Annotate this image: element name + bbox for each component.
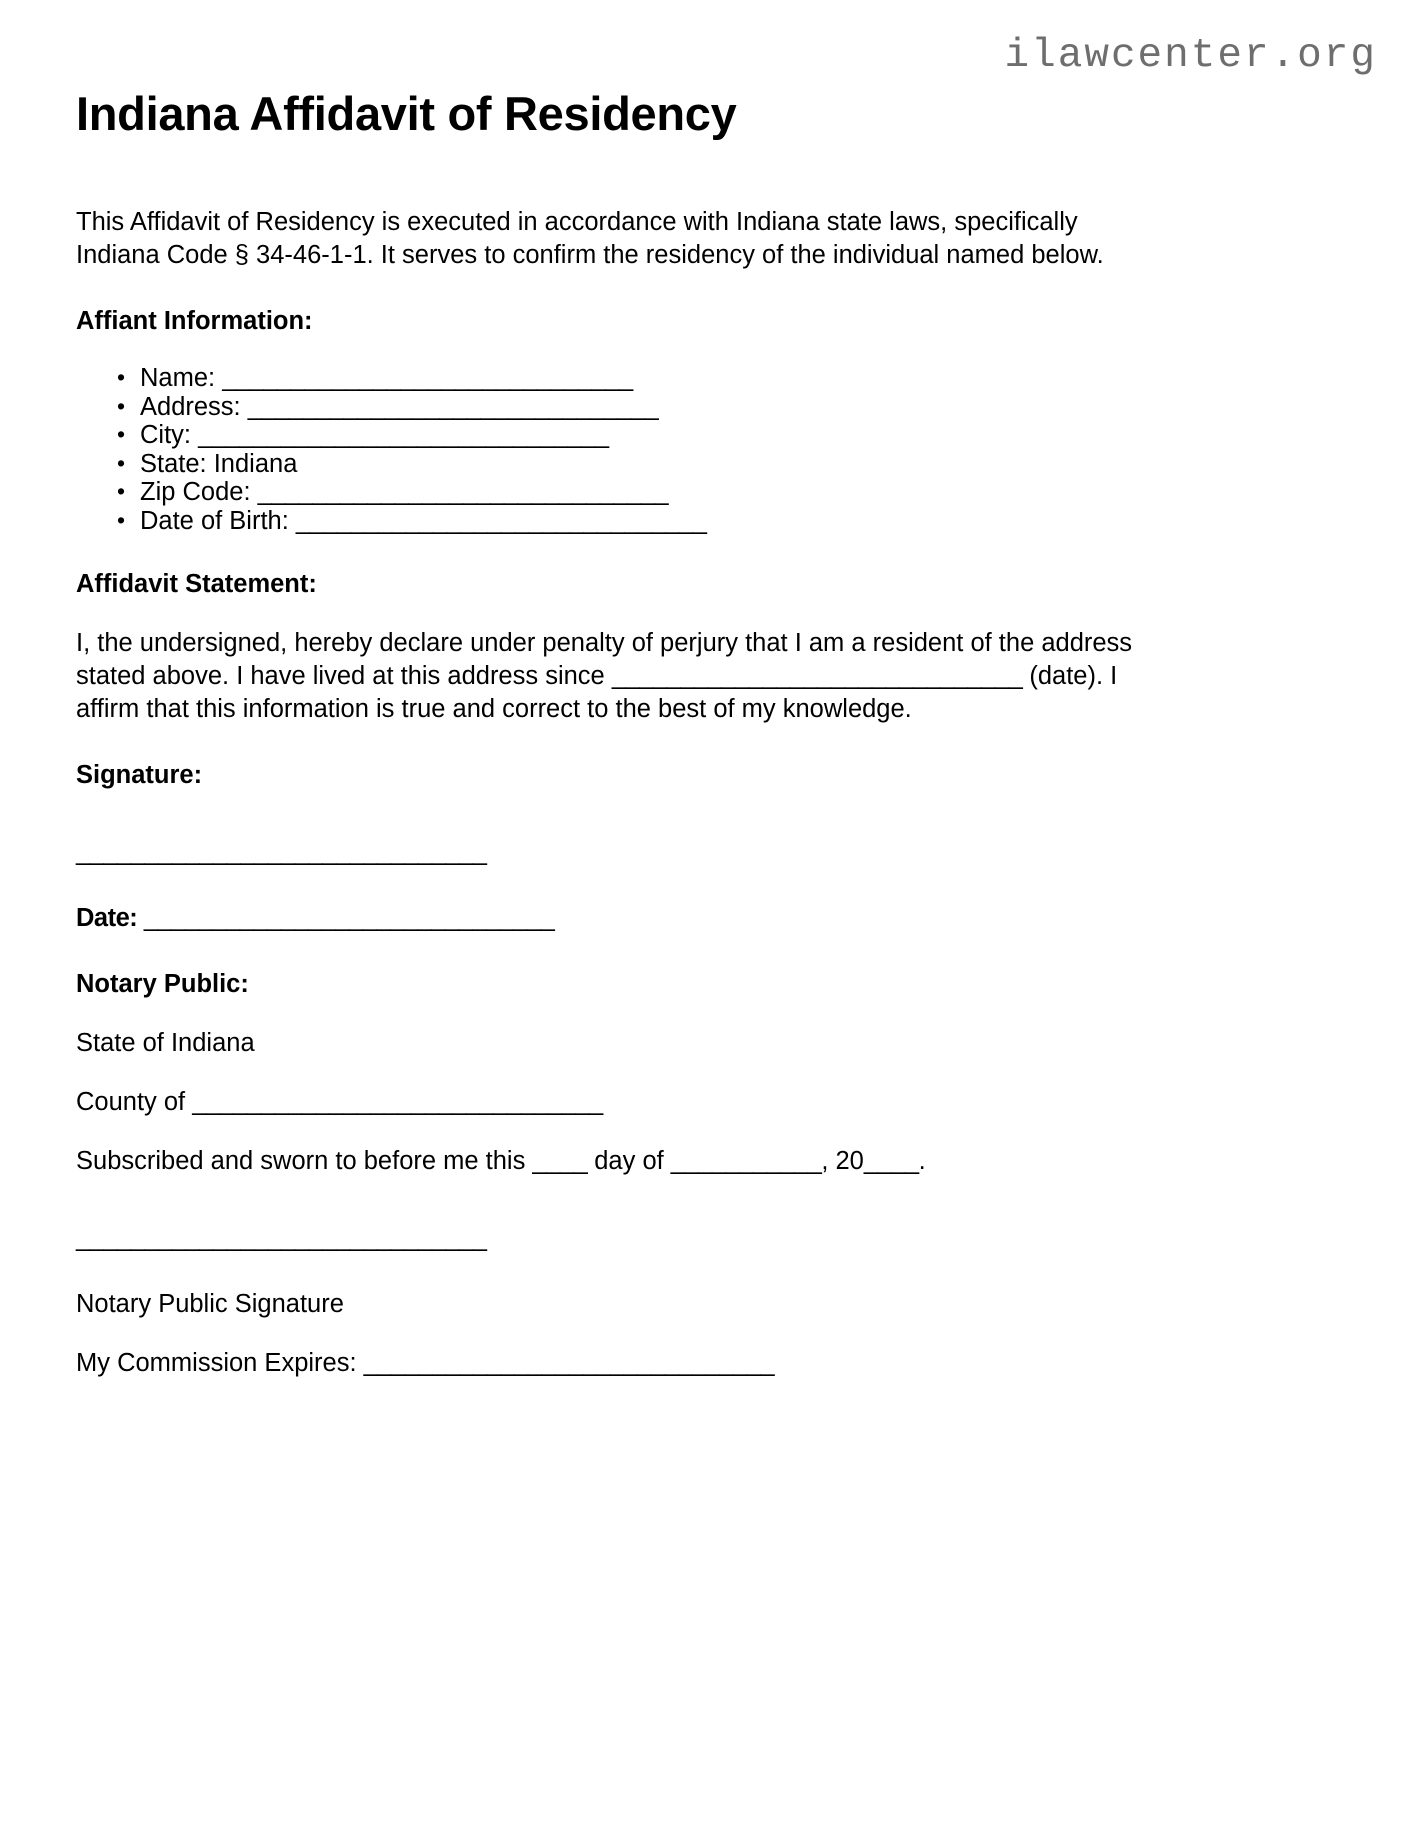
notary-signature-caption: Notary Public Signature [76,1290,344,1318]
spacer [76,272,1338,305]
site-watermark: ilawcenter.org [1004,33,1377,79]
affiant-information-heading: Affiant Information: [76,307,313,335]
spacer [76,535,1338,568]
notary-public-heading: Notary Public: [76,970,249,998]
spacer [76,869,1338,902]
statement-text-before-blank: I, the undersigned, hereby declare under penalty of perjury that I am a resident of the address stated above. I have lived at this address since [76,629,1133,690]
notary-county-label: County of [76,1088,193,1116]
field-label-state: State: Indiana [140,449,298,478]
affidavit-statement-paragraph [76,627,1144,726]
notary-commission-label: My Commission Expires: [76,1349,364,1377]
statement-text-after-blank: (date). I affirm that this information is true and correct to the best of my knowledge. [76,662,1118,723]
notary-commission-blank[interactable]: ______________________________ [363,1349,775,1377]
affidavit-statement-heading: Affidavit Statement: [76,570,317,598]
list-item-city [117,421,1338,450]
field-label-city: City: [140,421,191,449]
field-blank-name[interactable]: ______________________________ [222,364,633,392]
notary-state-line: State of Indiana [76,1029,255,1057]
spacer [76,601,1338,627]
signature-date-row [76,902,1338,935]
field-blank-city[interactable]: ______________________________ [198,421,609,449]
notary-county-row [76,1086,1144,1119]
spacer [76,338,1338,364]
field-blank-date-of-birth[interactable]: ______________________________ [295,506,707,535]
sworn-text-4: . [918,1147,926,1175]
notary-county-blank[interactable]: ______________________________ [192,1088,603,1116]
list-item-zip-code [117,478,1338,507]
sworn-text-2: day of [587,1147,671,1175]
signature-heading: Signature: [76,761,203,789]
sworn-month-blank[interactable]: ___________ [670,1147,822,1175]
sworn-text-3: , 20 [821,1147,864,1175]
signature-blank-line[interactable]: ______________________________ [76,838,487,866]
list-item-address [117,393,1338,422]
spacer [76,935,1338,968]
list-item-name [117,364,1338,393]
notary-signature-blank-line[interactable]: ______________________________ [76,1224,487,1252]
spacer [76,1060,1338,1086]
sworn-year-blank[interactable]: ____ [863,1147,919,1175]
list-item-date-of-birth [117,507,1338,536]
page-title: Indiana Affidavit of Residency [76,87,737,140]
spacer [76,1119,1338,1145]
signature-date-label: Date: [76,904,138,932]
notary-commission-row [76,1347,1144,1380]
spacer [76,726,1338,759]
sworn-text-1: Subscribed and sworn to before me this [76,1147,533,1175]
sworn-day-blank[interactable]: ____ [532,1147,588,1175]
notary-sworn-statement [76,1145,1144,1178]
spacer [76,1178,1338,1222]
spacer [76,792,1338,836]
field-label-address: Address: [140,392,241,421]
field-label-name: Name: [140,364,216,392]
intro-paragraph: This Affidavit of Residency is executed in accordance with Indiana state laws, specifically Indiana Code § 34-46-1-1. It serves to confirm the residency of the individual named below. [76,208,1104,269]
field-label-date-of-birth: Date of Birth: [140,506,289,535]
statement-date-blank[interactable]: ______________________________ [611,662,1023,690]
spacer [76,1321,1338,1347]
spacer [76,1001,1338,1027]
affiant-fields-list [76,364,1338,535]
list-item-state [117,450,1338,479]
signature-date-blank[interactable]: ______________________________ [143,904,555,932]
document-body [76,206,1338,1380]
field-label-zip-code: Zip Code: [140,478,251,506]
spacer [76,1255,1338,1288]
field-blank-address[interactable]: ______________________________ [247,392,659,421]
field-blank-zip-code[interactable]: ______________________________ [257,478,669,506]
